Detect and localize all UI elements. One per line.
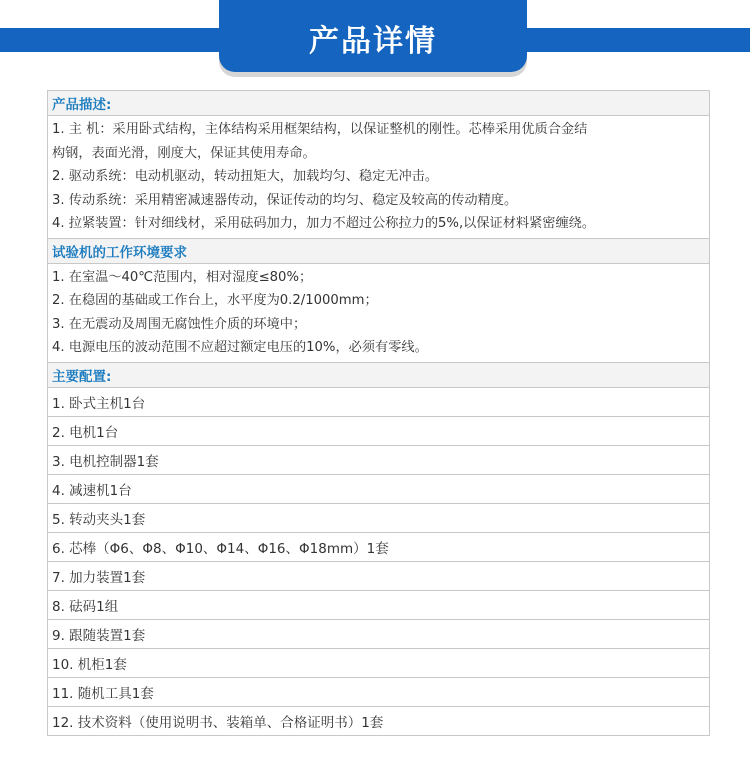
description-title: 产品描述: xyxy=(48,91,710,116)
config-item: 5. 转动夹头1套 xyxy=(48,503,710,532)
header-tab xyxy=(219,0,527,72)
config-item: 7. 加力装置1套 xyxy=(48,561,710,590)
config-item: 3. 电机控制器1套 xyxy=(48,445,710,474)
page-title: 产品详情 xyxy=(309,24,437,59)
environment-title: 试验机的工作环境要求 xyxy=(48,238,710,263)
config-item: 10. 机柜1套 xyxy=(48,648,710,677)
config-item: 9. 跟随装置1套 xyxy=(48,619,710,648)
environment-line: 1. 在室温～40℃范围内，相对湿度≤80%； xyxy=(52,269,313,285)
config-item: 4. 减速机1台 xyxy=(48,474,710,503)
environment-body xyxy=(48,263,710,362)
environment-line: 4. 电源电压的波动范围不应超过额定电压的10%，必须有零线。 xyxy=(52,340,428,355)
environment-line: 3. 在无震动及周围无腐蚀性介质的环境中； xyxy=(52,316,307,332)
description-line: 2. 驱动系统：电动机驱动，转动扭矩大，加载均匀、稳定无冲击。 xyxy=(52,169,439,184)
description-line: 3. 传动系统：采用精密减速器传动，保证传动的均匀、稳定及较高的传动精度。 xyxy=(52,192,518,208)
environment-line: 2. 在稳固的基础或工作台上，水平度为0.2/1000mm； xyxy=(52,293,378,308)
config-item: 2. 电机1台 xyxy=(48,416,710,445)
description-line: 构钢，表面光滑，刚度大，保证其使用寿命。 xyxy=(52,145,316,161)
config-item: 11. 随机工具1套 xyxy=(48,677,710,706)
product-detail-table xyxy=(47,90,710,736)
description-line: 4. 拉紧装置：针对细线材，采用砝码加力，加力不超过公称拉力的5%,以保证材料紧密缠绕。 xyxy=(52,216,596,231)
config-item: 8. 砝码1组 xyxy=(48,590,710,619)
config-item: 6. 芯棒（Φ6、Φ8、Φ10、Φ14、Φ16、Φ18mm）1套 xyxy=(48,532,710,561)
config-item: 1. 卧式主机1台 xyxy=(48,387,710,416)
description-line: 1. 主 机：采用卧式结构，主体结构采用框架结构，以保证整机的刚性。芯棒采用优质合金结 xyxy=(52,122,588,137)
config-title: 主要配置: xyxy=(48,362,710,387)
description-body xyxy=(48,116,710,239)
config-item: 12. 技术资料（使用说明书、装箱单、合格证明书）1套 xyxy=(48,706,710,735)
